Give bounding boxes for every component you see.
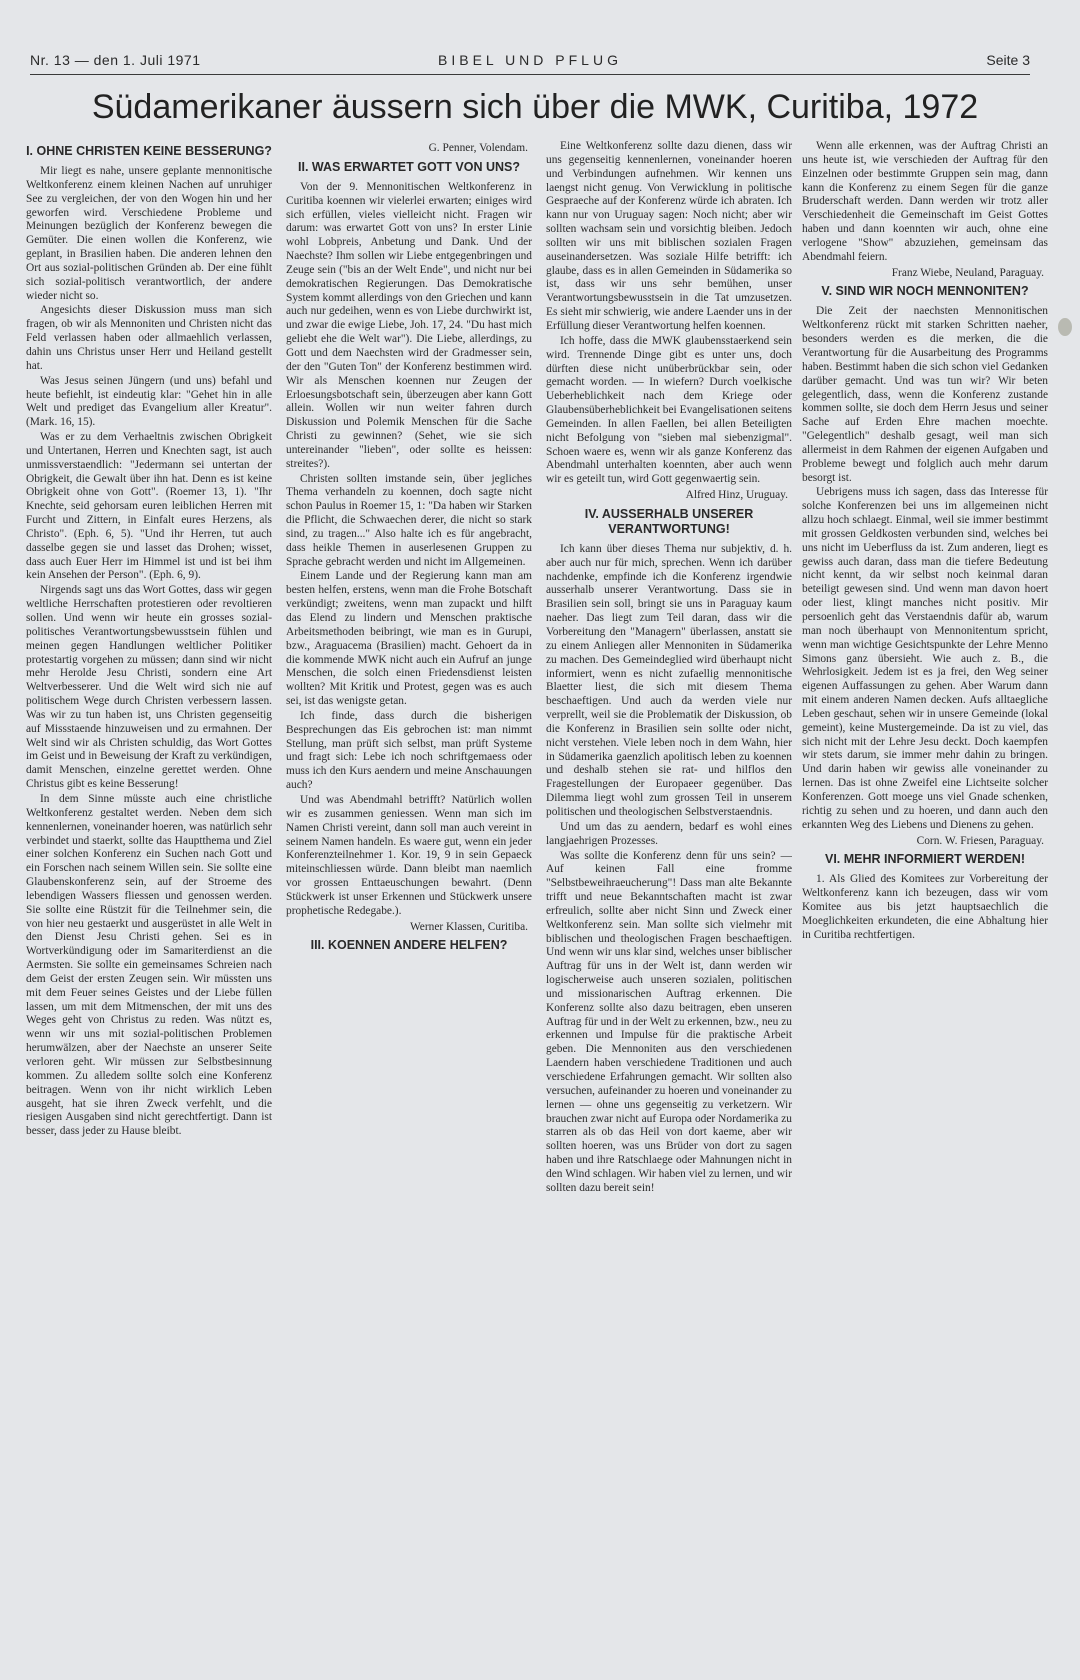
section-2-signature: Werner Klassen, Curitiba.: [409, 920, 528, 933]
section-2-heading: II. WAS ERWARTET GOTT VON UNS?: [298, 159, 520, 174]
section-1-signature: G. Penner, Volendam.: [428, 142, 528, 154]
section-4-signature: Franz Wiebe, Neuland, Paraguay.: [891, 266, 1044, 279]
column-2: [286, 140, 532, 1670]
section-3-paragraph: Eine Weltkonferenz sollte dazu dienen, dass wir uns gegenseitig kennenlernen, voneinander hoeren und Verbindungen aufnehmen. Wir kennen uns laengst nicht genug. Von Verwicklung in politische Gespraeche auf der Konferenz würde ich abraten. Ich kann nur von Uruguay sagen: Noch nicht; aber wir sollten wachsam sein und vorsichtig bleiben. Jedoch sollten wir uns mit biblischen sozialen Fragen auseinandersetzen. Was soziale Hilfe betrifft: ich glaube, dass es in allen Gemeinden in Südamerika so ist, dass wir uns sehr bemühen, unser Verantwortungsbewusstsein in die Tat umzusetzen. Es sieht mir schwierig, wie andere Laender uns in der Erfüllung dieser Verantwortung helfen koennen.: [546, 140, 792, 332]
column-3: [546, 140, 792, 1670]
section-3-heading: III. KOENNEN ANDERE HELFEN?: [310, 938, 508, 953]
section-1-paragraph: Mir liegt es nahe, unsere geplante mennonitische Weltkonferenz einem kleinen Nachen auf unruhiger See zu vergleichen, der von den Wogen hin und her geworfen wird. Verschiedene Probleme und Meinungen bezüglich der Konferenz bewegen die Gemüter. Die einen wollen die Konferenz, wie geplant, in Brasilien haben. Die anderen lehnen den Ort aus sozial-politischen Gründen ab. Der eine fühlt sich sozial-politisch verantwortlich, der andere wieder nicht so.: [26, 165, 272, 302]
section-1-paragraph: Nirgends sagt uns das Wort Gottes, dass wir gegen weltliche Herrschaften protestieren oder revoltieren sollen. Und wenn wir heute ein grosses sozial-politisches Verantwortungsbewusstsein fühlen und meinen gegen Handlungen weltlicher Politiker protestartig vorgehen zu müssen; dann sind wir nicht mehr Herolde Jesu Christi, sondern eine Art Weltverbesserer. Und die Welt wird sich nie auf politischem Wege durch Christen verbessern lassen. Was wir zu tun haben ist, uns Christen gegenseitig auf Missstaende hinzuweisen und zu ermahnen. Der Welt sind wir als Christen schuldig, das Wort Gottes im Geist und in Beweisung der Kraft zu verkündigen, damit Menschen, einzelne gerettet werden. Ohne Christus gibt es keine Besserung!: [26, 584, 272, 791]
section-1-paragraph: Angesichts dieser Diskussion muss man sich fragen, ob wir als Mennoniten und Christen nicht das Feld verlassen haben oder allmaehlich verlassen, dahin uns Christus unser Herr und Heiland gestellt hat.: [26, 304, 272, 372]
page-number: Seite 3: [986, 52, 1030, 68]
publication-name: BIBEL UND PFLUG: [438, 52, 622, 68]
section-6-heading: VI. MEHR INFORMIERT WERDEN!: [825, 852, 1025, 867]
section-2-paragraph: Und was Abendmahl betrifft? Natürlich wollen wir es zusammen geniessen. Wenn man sich im Namen Christi vereint, dann soll man auch vereint in seinem Namen handeln. Es waere gut, wenn ein jeder Konferenzteilnehmer 1. Kor. 19, 9 in sein Gepaeck miteinschliessen würde. Dann bleibt man naemlich vor grossen Enttaeuschungen bewahrt. (Denn Stückwerk ist unser Erkennen und Stückwerk unsere prophetische Redegabe.).: [286, 793, 532, 917]
section-5-heading: V. SIND WIR NOCH MENNONITEN?: [821, 284, 1029, 299]
issue-date: Nr. 13 — den 1. Juli 1971: [30, 52, 201, 68]
paper-stain: [1058, 318, 1072, 336]
section-2-paragraph: Ich finde, dass durch die bisherigen Besprechungen das Eis gebrochen ist: man nimmt Stellung, man prüft sich selbst, man prüft Systeme und fragt sich: Lebe ich noch schriftgemaess oder muss ich den Kurs aendern und meine Anschauungen auch?: [286, 709, 532, 792]
section-1-paragraph: Was Jesus seinen Jüngern (und uns) befahl und heute befiehlt, ist eindeutig klar: "Gehet hin in alle Welt und prediget das Evangelium aller Kreatur". (Mark. 16, 15).: [26, 374, 272, 429]
section-5-paragraph: Uebrigens muss ich sagen, dass das Interesse für solche Konferenzen bei uns im allgemeinen nicht allzu hoch schlaegt. Einmal, weil sie immer bestimmt mit grossen Geldkosten verbunden sind, welches bei uns nicht im Ueberfluss da ist. Zum anderen, liegt es gewiss auch daran, dass man die tiefere Bedeutung nicht kennt, da wir selbst noch keinmal daran beteiligt gewesen sind. Und wenn man davon hoert oder liest, klingt manches nicht positiv. Mir persoenlich geht das Verstaendnis dafür ab, warum man noch überhaupt von Mennonitentum spricht, wenn man wichtige Gesichtspunkte der Lehre Menno Simons ganz übersieht. Wie auch z. B., die Wehrlosigkeit. Jedem ist es ja frei, den Weg seiner eigenen Auffassungen zu gehen. Aber Warum dann mit einem anderen Namen decken. Aufs alltaegliche Leben geschaut, sehen wir in unsere Gemeinde (lokal gemeint), keine Mustergemeinde. Da ist zu viel, das sich nicht mit der Lehre Jesu deckt. Doch kaempfen wir stets darum, sie immer mehr dahin zu bringen. Und darin haben wir gewiss alle voneinander zu lernen. Das ist ohne Zweifel eine Lichtseite solcher Konferenzen. Gott moege uns viel Gnade schenken, richtig zu sehen und zu hoeren, und dann auch den erkannten Weg des Liebens und Dienens zu gehen.: [802, 486, 1048, 831]
section-1-heading: I. OHNE CHRISTEN KEINE BESSERUNG?: [26, 144, 272, 158]
section-4-heading: IV. AUSSERHALB UNSERER VERANTWORTUNG!: [584, 506, 754, 536]
section-2-paragraph: Von der 9. Mennonitischen Weltkonferenz in Curitiba koennen wir vielerlei erwarten; einiges wird sich erfüllen, vieles vielleicht nicht. Fragen wir darum: was erwartet Gott von uns? In erster Linie wohl Lobpreis, Anbetung und Dank. Und der Naechste? Ihm sollen wir Liebe entgegenbringen und Zeuge sein ("bis an der Welt Ende", und nicht nur bei demokratischen Regierungen. Das Demokratische System kommt allerdings von den Griechen und kann auch nur gedeihen, wenn es von Liebe durchwirkt ist, und zwar die ewige Liebe, Joh. 17, 24. "Du hast mich geliebt ehe die Welt war"). Die Liebe, allerdings, zu Gott und dem Naechsten wird der Gradmesser sein, der den "Guten Ton" der Konferenz bestimmen wird. Wir als Menschen koennen nur Zeugen der Erloesungsbotschaft sein, überzeugen aber kann Gott allein. Wollen wir nun weiter fahren durch Diskussion und Polemik Menschen für die Sache Christi zu gewinnen? (Sehet, wie sie sich untereinander "lieben", oder sollte es heissen: streites?).: [286, 180, 532, 470]
section-4-paragraph: Und um das zu aendern, bedarf es wohl eines langjaehrigen Prozesses.: [546, 820, 792, 847]
column-4: [802, 140, 1048, 1670]
section-5-signature: Corn. W. Friesen, Paraguay.: [916, 834, 1044, 847]
section-4-paragraph: Ich kann über dieses Thema nur subjektiv, d. h. aber auch nur für mich, sprechen. Wenn ich darüber nachdenke, empfinde ich die Konferenz irgendwie ausserhalb unserer Verantwortung. Dass sie in Brasilien sein soll, bringt sie uns in Paraguay kaum naeher. Das liegt zum Teil daran, dass wir die Vorbereitung den "Managern" überlassen, anstatt sie zu einem Anliegen aller Mennoniten in Südamerika zu machen. Des Gemeindeglied wird überhaupt nicht informiert, wenn es nicht zufaellig mennonitische Blaetter liest, die sich mit diesem Thema beschaeftigen. Und auch da werden viele nur verprellt, weil sie die Problematik der Diskussion, ob die Konferenz in Brasilien sein sollte oder nicht, nicht verstehen. Viele leben noch in dem Wahn, hier in Südamerika gaenzlich apolitisch leben zu koennen und deshalb stehen sie rat- und hilflos den Fragestellungen der Europaeer gegenüber. Das Dilemma liegt wohl zum grossen Teil in unserem politischen und theologischen Selbstverstaendnis.: [546, 542, 792, 818]
headline: Südamerikaner äussern sich über die MWK, Curitiba, 1972: [91, 88, 979, 126]
section-2-paragraph: Christen sollten imstande sein, über jegliches Thema verhandeln zu koennen, doch sagte nicht schon Paulus in Roemer 15, 1: "Da haben wir Starken die Pflicht, die Schwaechen derer, die nicht so stark sind, zu tragen..." Also halte ich es für angebracht, dass heikle Themen in auserlesenen Gruppen zu Sprache gebracht werden und nicht im Allgemeinen.: [286, 472, 532, 568]
masthead: [30, 52, 1030, 75]
section-3-signature: Alfred Hinz, Uruguay.: [685, 489, 788, 502]
section-1-paragraph: Was er zu dem Verhaeltnis zwischen Obrigkeit und Untertanen, Herren und Knechten sagt, ist auch unmissverstaendlich: "Jedermann sei untertan der Obrigkeit, die Gewalt über ihn hat. Denn es ist keine Obrigkeit ohne von Gott". (Roemer 13, 1). "Ihr Knechte, seid gehorsam euren leiblichen Herren mit Furcht und Zittern, in Einfalt eures Herzens, als Christo". (Eph. 6, 5). "Und ihr Herren, tut auch dasselbe gegen sie und lasset das Drohen; wisset, dass auch Euer Herr im Himmel ist und ist bei ihm kein Ansehen der Person". (Eph. 6, 9).: [26, 431, 272, 582]
section-4-paragraph: Was sollte die Konferenz denn für uns sein? — Auf keinen Fall eine fromme "Selbstbeweihraeucherung"! Dass man alte Bekannte trifft und neue Bekanntschaften macht ist zwar erfreulich, sollte aber nicht Sinn und Zweck einer Weltkonferenz sein. Man sollte sich vielmehr mit biblischen und theologischen Fragen beschaeftigen. Und wenn wir uns klar sind, welches unser biblischer Auftrag für uns in der Welt ist, dann werden wir logischerweise auch unseren sozialen, politischen und missionarischen Auftrag erkennen. Die Konferenz sollte also dazu beitragen, eben unseren Auftrag für und in der Welt zu erkennen, bzw., neu zu erkennen und Impulse für die praktische Arbeit geben. Die Mennoniten aus den verschiedenen Laendern haben verschiedene Traditionen und auch verschiedene Erfahrungen gemacht. Wir sollten also versuchen, aufeinander zu hoeren und voneinander zu lernen — ohne uns gegenseitig zu verketzern. Wir brauchen zwar nicht auf Europa oder Nordamerika zu starren als ob das Heil von dort kaeme, aber wir sollten hoeren, was uns Brüder von dort zu sagen haben und ihre Ratschlaege oder Mahnungen nicht in den Wind schlagen. Wir haben viel zu lernen, und wir sollten dazu bereit sein!: [546, 849, 792, 1194]
section-3-paragraph: Ich hoffe, dass die MWK glaubensstaerkend sein wird. Trennende Dinge gibt es unter uns, doch dürften diese nicht unüberbrückbar sein, oder gemacht worden. — In wiefern? Durch voelkische Ueberheblichkeit nach dem Kriege oder Glaubensüberheblichkeit bei Evangelisationen seitens Gemeinden. In allen Faellen, bei allen Beteiligten nicht Befolgung von "sieben mal siebenzigmal". Schoen waere es, wenn wir als ganze Konferenz das Abendmahl unterhalten koennten, aber auch wenn wir es geteilt tun, wird Gott gegenwaertig sein.: [546, 334, 792, 486]
section-2-paragraph: Einem Lande und der Regierung kann man am besten helfen, erstens, wenn man die Frohe Botschaft verkündigt; zweitens, wenn man zupackt und hilft das Elend zu lindern und Menschen praktische Arbeitsmethoden beibringt, wie man es in Gurupi, bzw., Araguacema (Brasilien) macht. Gehoert da in die kommende MWK nicht auch ein Aufruf an junge Menschen, die solch einen Friedensdienst leisten wollten? Mit Kritik und Protest, gegen was es auch sei, ist das wenigste getan.: [286, 570, 532, 708]
section-5-paragraph: Die Zeit der naechsten Mennonitischen Weltkonferenz rückt mit starken Schritten naeher, besonders werden es die merken, die die Verantwortung für die Ausarbeitung des Programms haben. Bestimmt haben die sich schon viel Gedanken darüber gemacht. Und was tun wir? Wir beten gelegentlich, dass, wenn die Konferenz zustande kommen sollte, sie doch dem Herrn Jesus und seiner Sache auf Erden Ehre machen moechte. "Gelegentlich" deshalb gesagt, weil man sich allermeist in dem Rahmen der eigenen Aufgaben und Probleme bewegt und folglich auch mehr darum besorgt ist.: [802, 305, 1048, 484]
section-4-paragraph: Wenn alle erkennen, was der Auftrag Christi an uns heute ist, wie verschieden der Auftrag für den Einzelnen oder bestimmte Gruppen sein mag, dann kann die Konferenz zu einem Segen für die ganze Bruderschaft werden. Dann werden wir trotz aller Verschiedenheit die Gemeinschaft im Geist Gottes haben und dann koennten wir auch, ohne eine verlogene "Show" abzuziehen, gemeinsam das Abendmahl feiern.: [802, 140, 1048, 263]
section-1-paragraph: In dem Sinne müsste auch eine christliche Weltkonferenz gestaltet werden. Neben dem sich kennenlernen, voneinander hoeren, was natürlich sehr verbindet und staerkt, sollte das Hauptthema und Ziel einer solchen Konferenz ein Suchen nach Gott und ein Forschen nach seinem Willen sein. Sie sollte eine Glaubenskonferenz sein, auf der Stroeme des lebendigen Wassers fliessen und genossen werden. Sie sollte eine Rüstzit für die Teilnehmer sein, die von hier neu gestaerkt und ausgerüstet in alle Welt in den Dienst Jesu Christi gehen. Sei es in Wortverkündigung oder im Samariterdienst an die Aermsten. Sie sollte ein gemeinsames Schreien nach dem Geist der ersten Zeugen sein. Wir müssten uns mit dem Feuer seines Geistes und der Liebe füllen lassen, um mit dem Mitmenschen, der mit uns des Weges geht von Christus zu reden. Was nützt es, wenn wir uns mit sozial-politischen Problemen herumwälzen, aber der Naechste an unserer Seite verloren geht. Wir müssen zur Selbstbesinnung kommen. Zu alledem sollte solch eine Konferenz beitragen. Wenn von ihr nicht wirklich Leben ausgeht, hat sie ihren Zweck verfehlt, und die riesigen Ausgaben sind nicht gerechtfertigt. Dann ist besser, dass jeder zu Hause bleibt.: [26, 792, 272, 1138]
section-6-paragraph: 1. Als Glied des Komitees zur Vorbereitung der Weltkonferenz kann ich bezeugen, dass wir vom Komitee aus bis jetzt hauptsaechlich die Moeglichkeiten erkundeten, die eine Abhaltung hier in Curitiba rechtfertigen.: [802, 873, 1048, 941]
column-1: [26, 140, 272, 1670]
